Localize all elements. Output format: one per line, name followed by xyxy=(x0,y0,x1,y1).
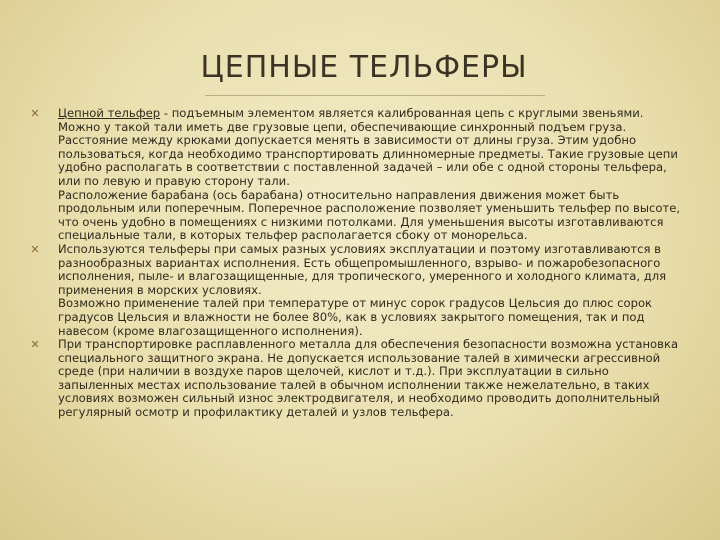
x-bullet-icon: ✕ xyxy=(30,107,40,120)
x-bullet-icon: ✕ xyxy=(30,338,40,352)
bullet-item-2 xyxy=(28,243,688,338)
bullet-2-body: Используются тельферы при самых разных условиях эксплуатации и поэтому изготавливаются в разнообразных вариантах исполнения. Есть общепромышленного, взрыво- и пожаробезопасного исполнения, пыле- и влагозащищенные, для тропического, умеренного и холодного климата, для применения в морских условиях. xyxy=(58,241,667,297)
title-divider xyxy=(205,95,545,96)
bullet-1-extra: Расположение барабана (ось барабана) относительно направления движения может быть продольным или поперечным. Поперечное расположение позволяет уменьшить тельфер по высоте, что очень удобно в помещениях с низкими потолками. Для уменьшения высоты изготавливаются специальные тали, в которых тельфер располагается сбоку от монорельса. xyxy=(58,187,681,243)
bullet-item-1 xyxy=(28,107,688,243)
title-area xyxy=(0,50,720,85)
bullet-1-text xyxy=(58,107,688,189)
bullet-3-body: При транспортировке расплавленного металла для обеспечения безопасности возможна установка специального защитного экрана. Не допускается использование талей в химически агрессивной среде (при наличии в воздухе паров щелочей, кислот и т.д.). При эксплуатации в сильно запыленных местах использование талей в обычном исполнении также нежелательно, в таких условиях возможен сильный износ электродвигателя, и необходимо проводить дополнительный регулярный осмотр и профилактику деталей и узлов тельфера. xyxy=(58,337,679,420)
bullet-item-3 xyxy=(28,338,688,420)
bullet-1-body: - подъемным элементом является калиброванная цепь с круглыми звеньями. Можно у такой тали иметь две грузовые цепи, обеспечивающие синхронный подъем груза. Расстояние между крюками допускается менять в зависимости от длины груза. Этим удобно пользоваться, когда необходимо транспортировать длинномерные предметы. Такие грузовые цепи удобно располагать в соответствии с поставленной задачей – или обе с одной стороны тельфера, или по левую и правую сторону тали. xyxy=(58,106,678,188)
bullet-2-extra: Возможно применение талей при температуре от минус сорок градусов Цельсия до плюс сорок градусов Цельсия и влажности не более 80%, как в условиях закрытого помещения, так и под навесом (кроме влагозащищенного исполнения). xyxy=(58,296,653,338)
bullet-list xyxy=(28,107,688,420)
x-bullet-icon: ✕ xyxy=(30,242,40,256)
bullet-1-lead: Цепной тельфер xyxy=(58,106,161,120)
slide-title: ЦЕПНЫЕ ТЕЛЬФЕРЫ xyxy=(200,50,528,85)
